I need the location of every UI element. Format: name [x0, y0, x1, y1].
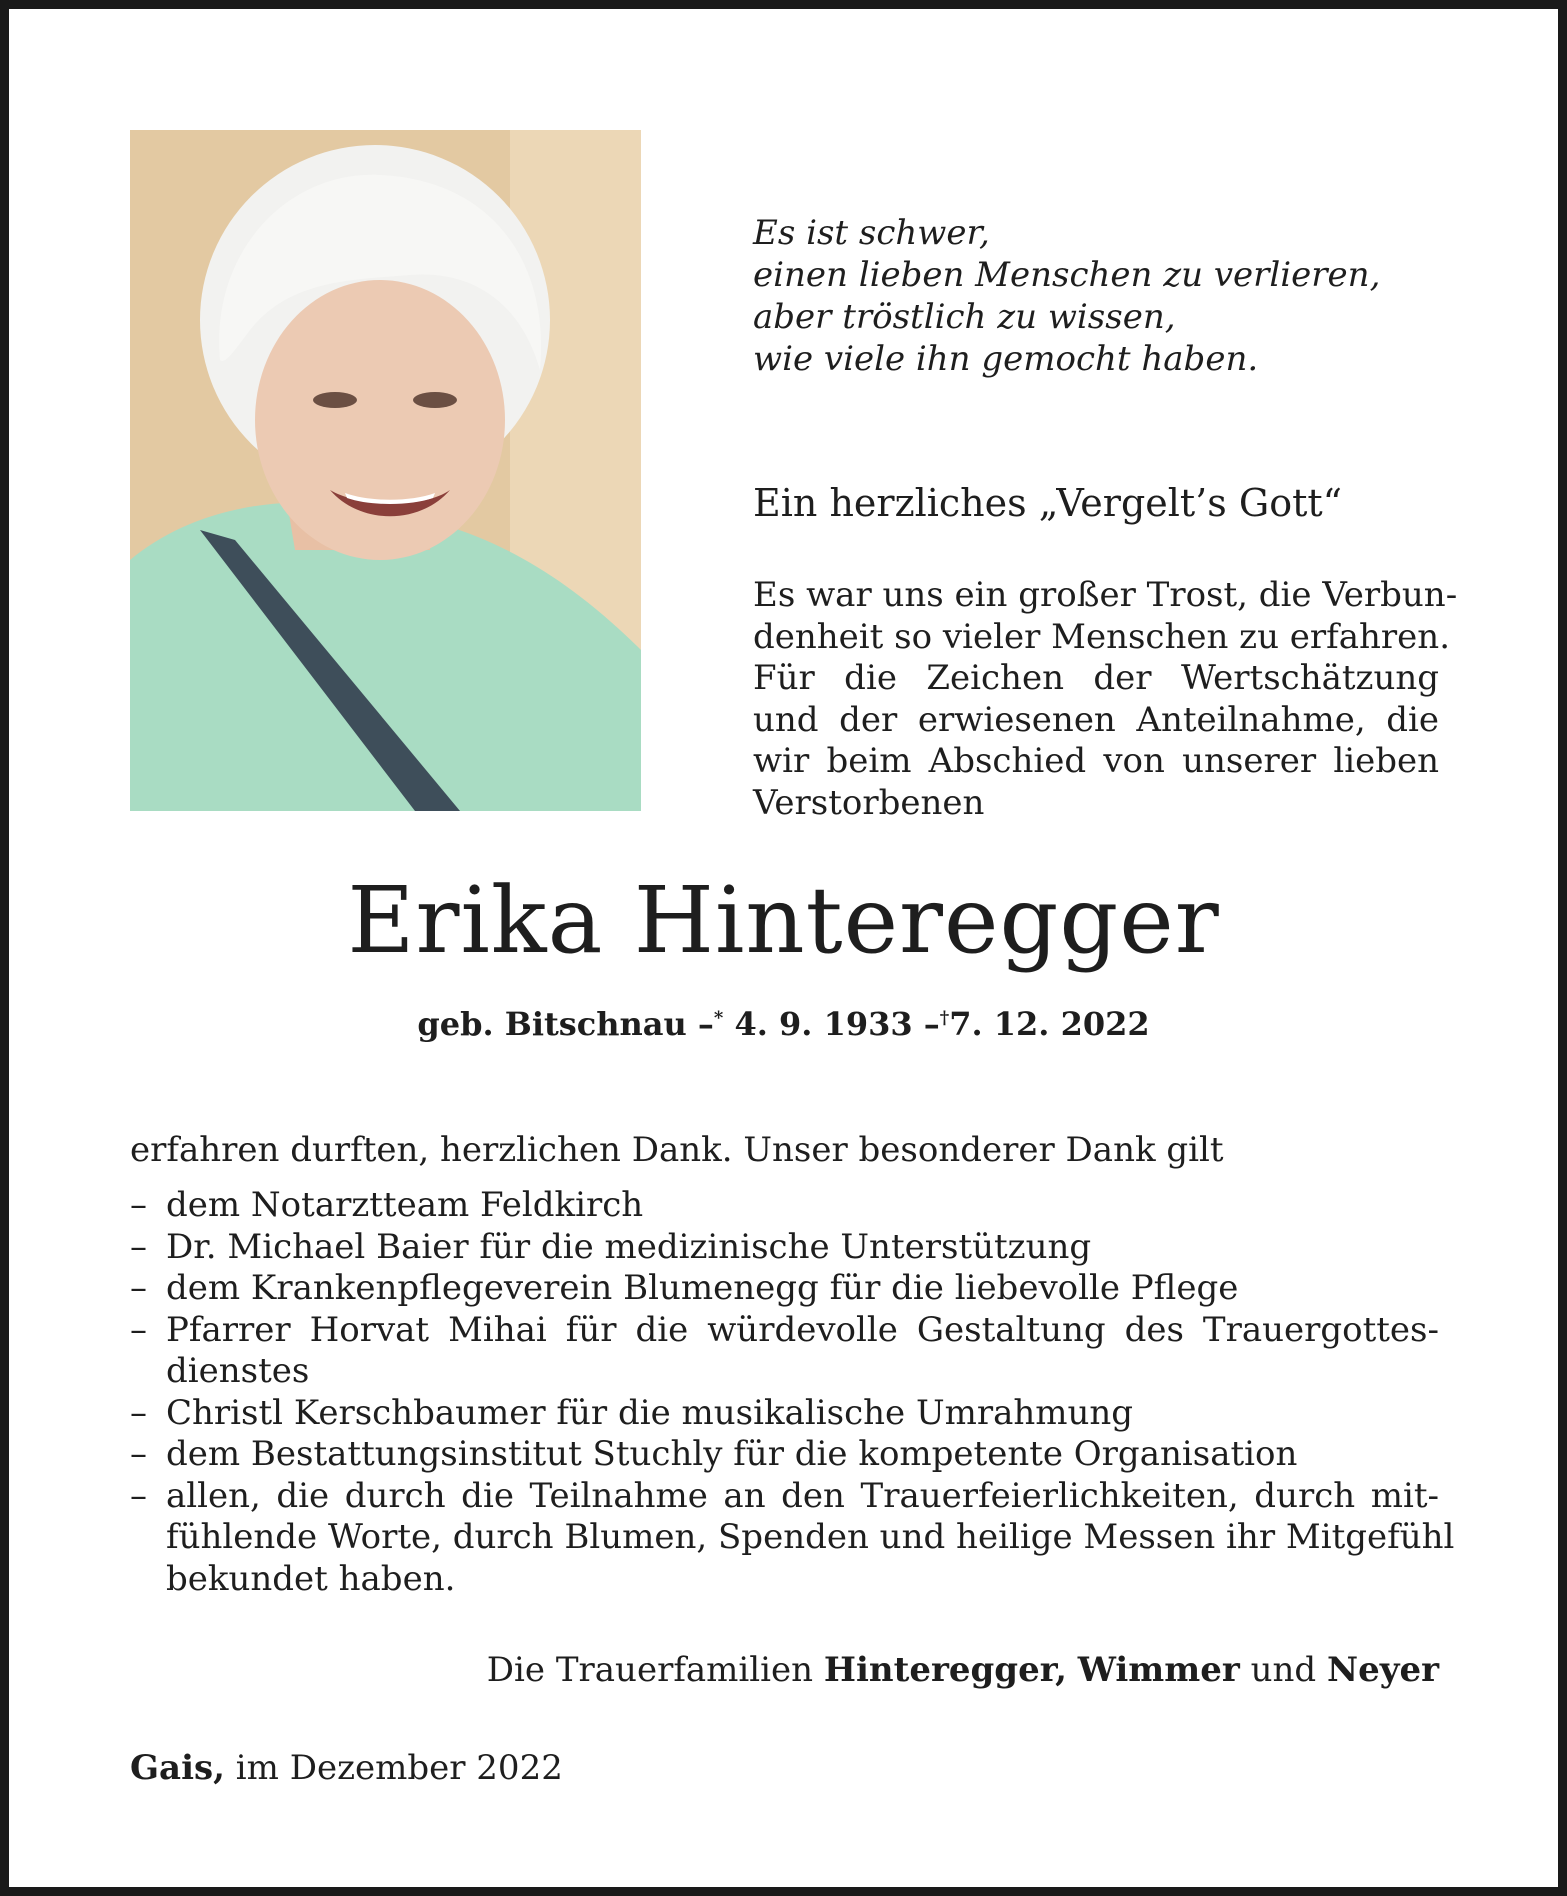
- list-item: [130, 1310, 1439, 1393]
- list-dash: –: [130, 1226, 147, 1267]
- life-dates: [9, 1005, 1558, 1043]
- separator: –: [697, 1005, 714, 1043]
- intro-paragraph: [753, 575, 1458, 824]
- list-item-line: dem Notarztteam Feldkirch: [166, 1185, 644, 1225]
- intro-line: Es war uns ein großer Trost, die Verbun-: [753, 575, 1458, 615]
- birth-date: 4. 9. 1933: [734, 1005, 913, 1043]
- death-symbol: †: [939, 1007, 950, 1029]
- list-item: [130, 1434, 1439, 1476]
- list-item-line: dienstes: [166, 1351, 310, 1391]
- list-item: [130, 1227, 1439, 1269]
- birth-symbol: *: [713, 1007, 724, 1029]
- list-item-line: Pfarrer Horvat Mihai für die würdevolle Gestaltung des Trauergottes-: [166, 1309, 1439, 1350]
- quote-line: wie viele ihn gemocht haben.: [753, 339, 1259, 379]
- portrait-illustration: [130, 130, 641, 811]
- list-item: [130, 1268, 1439, 1310]
- quote-line: einen lieben Menschen zu verlieren,: [753, 255, 1381, 295]
- portrait-photo: [130, 130, 641, 811]
- place-town: Gais,: [130, 1748, 225, 1788]
- families-prefix: Die Trauerfamilien: [486, 1650, 814, 1690]
- list-dash: –: [130, 1185, 147, 1225]
- thanks-heading: Ein herzliches „Vergelt’s Gott“: [753, 481, 1343, 525]
- intro-line: und der erwiesenen Anteilnahme, die: [753, 699, 1439, 740]
- thanks-line: erfahren durften, herzlichen Dank. Unser besonderer Dank gilt: [130, 1130, 1224, 1170]
- family-signature: [487, 1650, 1439, 1690]
- quote-line: Es ist schwer,: [753, 213, 990, 253]
- list-item-line: allen, die durch die Teilnahme an den Trauerfeierlichkeiten, durch mit-: [166, 1475, 1439, 1516]
- quote-line: aber tröstlich zu wissen,: [753, 297, 1176, 337]
- family-name: Hinteregger,: [823, 1650, 1067, 1690]
- place-month: im Dezember 2022: [235, 1748, 563, 1788]
- list-item-line: Christl Kerschbaumer für die musikalische Umrahmung: [166, 1392, 1134, 1433]
- list-item-line: bekundet haben.: [166, 1558, 456, 1599]
- obituary-card: [9, 9, 1558, 1887]
- deceased-name: Erika Hinteregger: [347, 867, 1220, 974]
- list-dash: –: [130, 1434, 147, 1474]
- intro-line: Verstorbenen: [753, 782, 985, 823]
- list-item-line: Dr. Michael Baier für die medizinische Unterstützung: [166, 1226, 1092, 1267]
- quote: [753, 212, 1380, 380]
- list-item: [130, 1475, 1455, 1601]
- families-connector: und: [1250, 1650, 1317, 1690]
- list-dash: –: [130, 1309, 147, 1350]
- list-item-line: fühlende Worte, durch Blumen, Spenden und heilige Messen ihr Mitgefühl: [166, 1517, 1455, 1557]
- list-item-line: dem Bestattungsinstitut Stuchly für die kompetente Organisation: [166, 1434, 1298, 1474]
- place-date: [130, 1748, 563, 1788]
- maiden-name: geb. Bitschnau: [417, 1005, 687, 1043]
- list-dash: –: [130, 1268, 147, 1308]
- intro-line: Für die Zeichen der Wertschätzung: [753, 658, 1439, 698]
- intro-line: wir beim Abschied von unserer lieben: [753, 741, 1439, 781]
- death-date: 7. 12. 2022: [949, 1005, 1150, 1043]
- separator: –: [923, 1005, 940, 1043]
- list-dash: –: [130, 1475, 147, 1516]
- thanks-list: [130, 1185, 1455, 1600]
- list-dash: –: [130, 1392, 147, 1433]
- intro-line: denheit so vieler Menschen zu erfahren.: [753, 616, 1450, 657]
- list-item: [130, 1185, 1439, 1227]
- list-item-line: dem Krankenpflegeverein Blumenegg für die liebevolle Pflege: [166, 1268, 1239, 1308]
- list-item: [130, 1393, 1439, 1435]
- family-name: Neyer: [1326, 1650, 1439, 1690]
- family-name: Wimmer: [1077, 1650, 1240, 1690]
